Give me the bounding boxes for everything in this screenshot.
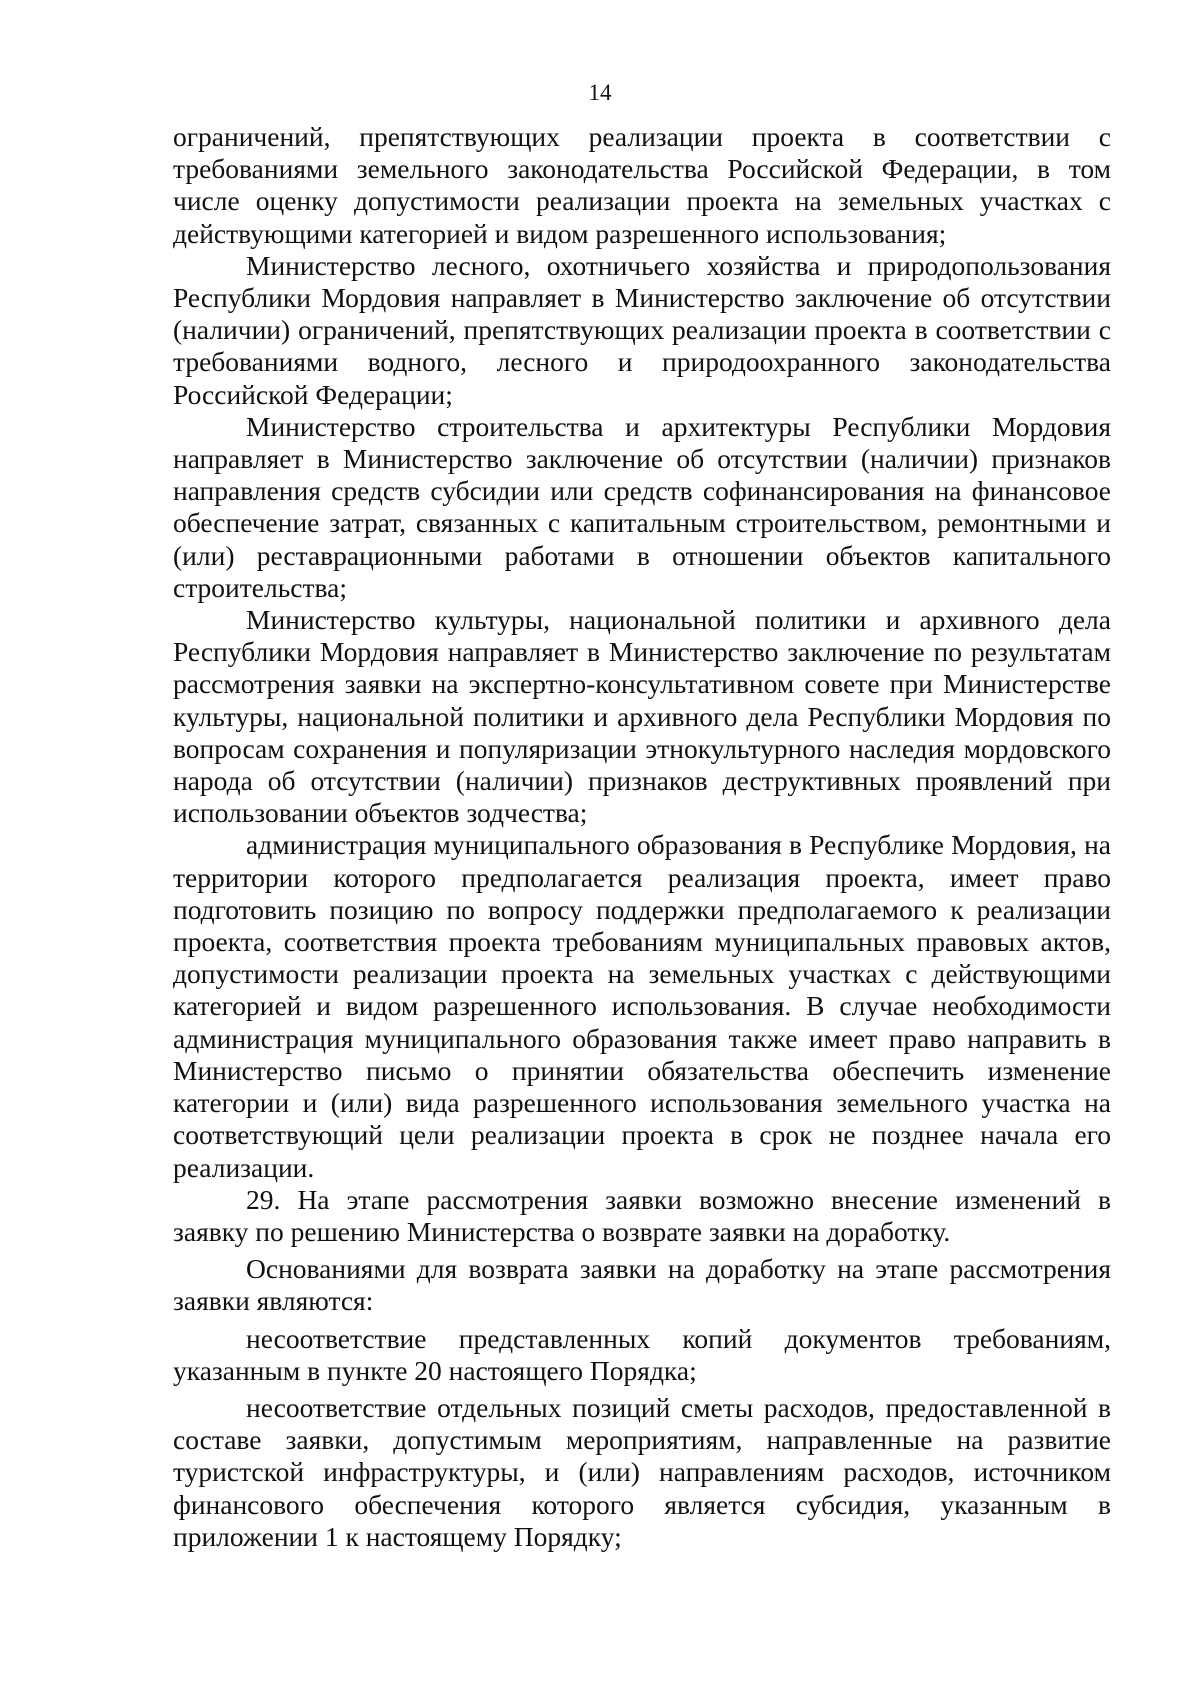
paragraph-forestry-ministry: Министерство лесного, охотничьего хозяйства и природопользования Республики Мордовия направляет в Министерство заключение об отсутствии (наличии) ограничений, препятствующих реализации проекта в соответствии с требованиями водного, лесного и природоохранного законодательства Российской Федерации; bbox=[173, 249, 1111, 410]
paragraph-return-grounds: Основаниями для возврата заявки на доработку на этапе рассмотрения заявки являются: bbox=[173, 1253, 1111, 1317]
paragraph-copies-mismatch: несоответствие представленных копий документов требованиям, указанным в пункте 20 настоящего Порядка; bbox=[173, 1322, 1111, 1386]
paragraph-culture-ministry: Министерство культуры, национальной политики и архивного дела Республики Мордовия направляет в Министерство заключение по результатам рассмотрения заявки на экспертно-консультативном совете при Министерстве культуры, национальной политики и архивного дела Республики Мордовия по вопросам сохранения и популяризации этнокультурного наследия мордовского народа об отсутствии (наличии) признаков деструктивных проявлений при использовании объектов зодчества; bbox=[173, 604, 1111, 829]
paragraph-land-restrictions-continuation: ограничений, препятствующих реализации проекта в соответствии с требованиями земельного законодательства Российской Федерации, в том числе оценку допустимости реализации проекта на земельных участках с действующими категорией и видом разрешенного использования; bbox=[173, 121, 1111, 249]
paragraph-estimate-mismatch: несоответствие отдельных позиций сметы расходов, предоставленной в составе заявки, допустимым мероприятиям, направленные на развитие туристской инфраструктуры, и (или) направлениям расходов, источником финансового обеспечения которого является субсидия, указанным в приложении 1 к настоящему Порядку; bbox=[173, 1391, 1111, 1552]
page-number: 14 bbox=[588, 80, 612, 105]
document-body bbox=[173, 121, 1111, 1553]
paragraph-item-29: 29. На этапе рассмотрения заявки возможно внесение изменений в заявку по решению Министерства о возврате заявки на доработку. bbox=[173, 1183, 1111, 1247]
paragraph-construction-ministry: Министерство строительства и архитектуры Республики Мордовия направляет в Министерство заключение об отсутствии (наличии) признаков направления средств субсидии или средств софинансирования на финансовое обеспечение затрат, связанных с капитальным строительством, ремонтными и (или) реставрационными работами в отношении объектов капитального строительства; bbox=[173, 410, 1111, 603]
paragraph-municipal-administration: администрация муниципального образования в Республике Мордовия, на территории которого предполагается реализация проекта, имеет право подготовить позицию по вопросу поддержки предполагаемого к реализации проекта, соответствия проекта требованиям муниципальных правовых актов, допустимости реализации проекта на земельных участках с действующими категорией и видом разрешенного использования. В случае необходимости администрация муниципального образования также имеет право направить в Министерство письмо о принятии обязательства обеспечить изменение категории и (или) вида разрешенного использования земельного участка на соответствующий цели реализации проекта в срок не позднее начала его реализации. bbox=[173, 829, 1111, 1183]
